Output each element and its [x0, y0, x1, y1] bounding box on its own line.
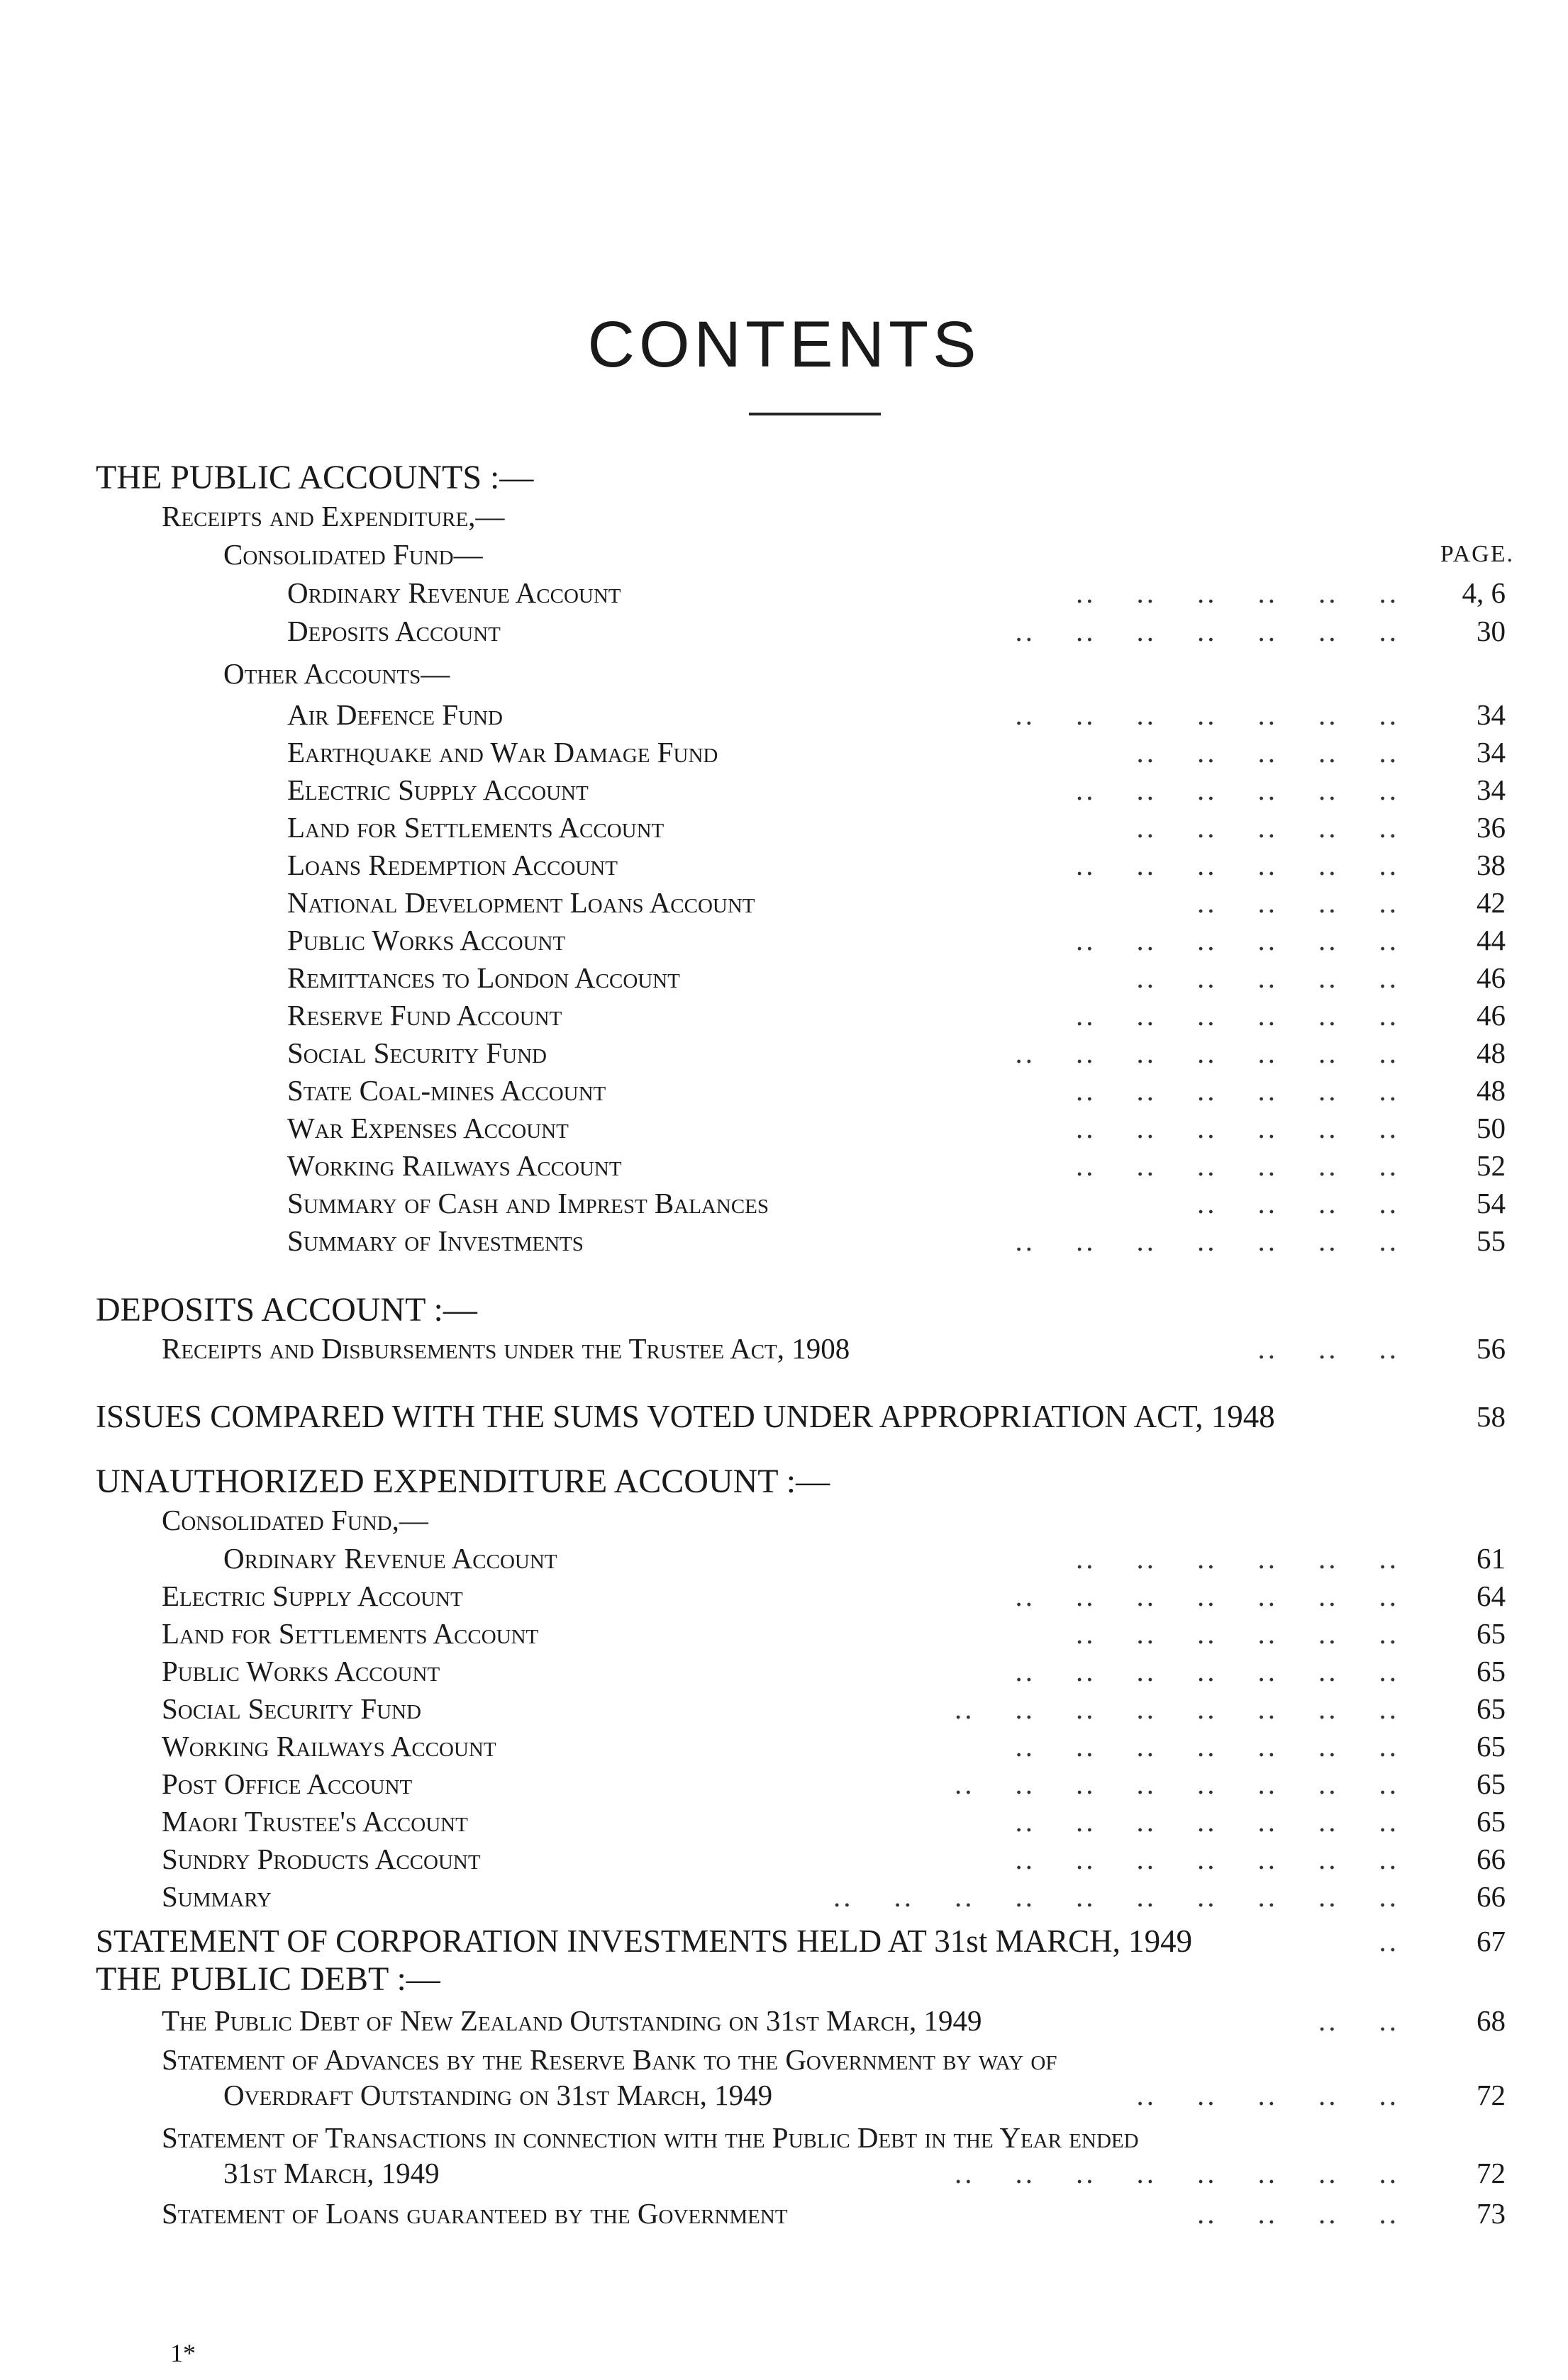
- leader-dots: .. .. .. .. ..: [1136, 811, 1399, 844]
- leader-dots: .. .. .. .. .. .. ..: [1015, 1037, 1399, 1069]
- contents-title: CONTENTS: [587, 308, 981, 381]
- page-number: 36: [1477, 811, 1506, 844]
- page-number: 65: [1477, 1805, 1506, 1838]
- toc-entry[interactable]: Remittances to London Account .. .. .. .. .. 46: [287, 956, 1506, 999]
- page-number: 34: [1477, 736, 1506, 769]
- leader-dots: .. .. .. .. .. .. ..: [1015, 1843, 1399, 1875]
- leader-dots: .. .. .. .. .. ..: [1076, 999, 1399, 1032]
- page-number: 50: [1477, 1112, 1506, 1144]
- toc-entry[interactable]: Post Office Account .. .. .. .. .. .. .. .. 65: [162, 1762, 1506, 1805]
- toc-entry[interactable]: Working Railways Account .. .. .. .. .. .. 52: [287, 1144, 1506, 1187]
- page-number: 34: [1477, 773, 1506, 806]
- toc-entry[interactable]: Social Security Fund .. .. .. .. .. .. .. 48: [287, 1032, 1506, 1074]
- page-number: 44: [1477, 924, 1506, 956]
- toc-entry[interactable]: Air Defence Fund .. .. .. .. .. .. .. 34: [287, 693, 1506, 736]
- toc-entry[interactable]: Statement of Advances by the Reserve Bank to the Government by way of: [162, 2043, 1057, 2076]
- toc-entry[interactable]: Earthquake and War Damage Fund .. .. .. .. .. 34: [287, 731, 1506, 773]
- leader-dots: .. ..: [1318, 2004, 1399, 2037]
- toc-entry[interactable]: Ordinary Revenue Account .. .. .. .. .. .. 61: [223, 1537, 1506, 1580]
- section-heading-deposits-account: DEPOSITS ACCOUNT :—: [96, 1291, 477, 1329]
- toc-entry[interactable]: Summary of Cash and Imprest Balances .. .. .. .. 54: [287, 1182, 1506, 1224]
- page-number: 61: [1477, 1542, 1506, 1575]
- page-number: 42: [1477, 886, 1506, 919]
- leader-dots: .. .. .. .. .. .. ..: [1015, 1730, 1399, 1762]
- toc-entry[interactable]: Maori Trustee's Account .. .. .. .. .. .. .. 65: [162, 1800, 1506, 1843]
- page-number: 48: [1477, 1037, 1506, 1069]
- page-number: 34: [1477, 698, 1506, 731]
- leader-dots: .. .. ..: [1257, 1332, 1399, 1365]
- toc-entry[interactable]: Summary .. .. .. .. .. .. .. .. .. .. 66: [162, 1875, 1506, 1918]
- page-number: 56: [1477, 1332, 1506, 1365]
- toc-entry[interactable]: Reserve Fund Account .. .. .. .. .. .. 46: [287, 994, 1506, 1037]
- subheading-other-accounts: Other Accounts—: [223, 657, 450, 690]
- page-number: 66: [1477, 1880, 1506, 1913]
- toc-entry[interactable]: National Development Loans Account .. .. .. .. 42: [287, 881, 1506, 924]
- leader-dots: .. .. .. .. .. .. ..: [1015, 1580, 1399, 1612]
- leader-dots: .. .. .. .. .. .. ..: [1015, 615, 1399, 647]
- leader-dots: .. .. .. .. .. .. ..: [1015, 1655, 1399, 1687]
- leader-dots: .. .. .. ..: [1197, 1187, 1399, 1219]
- page-number: 46: [1477, 999, 1506, 1032]
- toc-entry[interactable]: War Expenses Account .. .. .. .. .. .. 50: [287, 1107, 1506, 1149]
- leader-dots: .. .. .. .. .. ..: [1076, 1112, 1399, 1144]
- toc-entry[interactable]: Statement of Loans guaranteed by the Government .. .. .. .. 73: [162, 2192, 1506, 2235]
- page-number: 67: [1477, 1925, 1506, 1957]
- leader-dots: .. .. .. .. .. ..: [1076, 849, 1399, 881]
- toc-entry[interactable]: Ordinary Revenue Account .. .. .. .. .. .. 4, 6: [287, 571, 1506, 614]
- toc-entry[interactable]: Social Security Fund .. .. .. .. .. .. .. .. 65: [162, 1687, 1506, 1730]
- leader-dots: .. .. .. .. .. .. .. ..: [955, 1692, 1399, 1725]
- page-number: 55: [1477, 1224, 1506, 1257]
- footer-mark: 1*: [170, 2339, 196, 2367]
- toc-entry[interactable]: Land for Settlements Account .. .. .. .. .. .. 65: [162, 1612, 1506, 1655]
- toc-entry[interactable]: State Coal-mines Account .. .. .. .. .. .. 48: [287, 1069, 1506, 1112]
- page-number: 65: [1477, 1730, 1506, 1762]
- section-heading-unauthorized-expenditure: UNAUTHORIZED EXPENDITURE ACCOUNT :—: [96, 1463, 830, 1500]
- page-number: 65: [1477, 1767, 1506, 1800]
- leader-dots: .. .. .. .. .. ..: [1076, 1074, 1399, 1107]
- leader-dots: .. .. .. .. .. .. .. ..: [955, 1767, 1399, 1800]
- toc-entry[interactable]: Summary of Investments .. .. .. .. .. .. .. 55: [287, 1219, 1506, 1262]
- subheading-consolidated-fund-unauth: Consolidated Fund,—: [162, 1504, 428, 1536]
- toc-entry[interactable]: Electric Supply Account .. .. .. .. .. .. .. 64: [162, 1575, 1506, 1617]
- toc-entry-issues-compared[interactable]: ISSUES COMPARED WITH THE SUMS VOTED UNDER APPROPRIATION ACT, 1948 58: [96, 1395, 1506, 1438]
- toc-entry[interactable]: Public Works Account .. .. .. .. .. .. 44: [287, 919, 1506, 961]
- page-number: 52: [1477, 1149, 1506, 1182]
- section-heading-public-accounts: THE PUBLIC ACCOUNTS :—: [96, 459, 534, 496]
- leader-dots: ..: [1379, 1925, 1399, 1957]
- title-rule: [749, 413, 881, 415]
- subheading-receipts-expenditure: Receipts and Expenditure,—: [162, 500, 505, 532]
- leader-dots: .. .. .. .. .. .. ..: [1015, 1224, 1399, 1257]
- toc-entry-continuation[interactable]: Overdraft Outstanding on 31st March, 1949 .. .. .. .. .. 72: [223, 2074, 1506, 2116]
- page-number: 65: [1477, 1655, 1506, 1687]
- toc-entry[interactable]: Deposits Account .. .. .. .. .. .. .. 30: [287, 610, 1506, 652]
- section-heading-public-debt: THE PUBLIC DEBT :—: [96, 1960, 440, 1998]
- leader-dots: .. .. .. .. .. .. .. ..: [955, 2157, 1399, 2189]
- page-number: 58: [1477, 1400, 1506, 1433]
- leader-dots: .. .. .. .. ..: [1136, 736, 1399, 769]
- page-number: 30: [1477, 615, 1506, 647]
- leader-dots: .. .. .. .. .. ..: [1076, 924, 1399, 956]
- page-number: 54: [1477, 1187, 1506, 1219]
- subheading-consolidated-fund: Consolidated Fund— PAGE.: [223, 533, 1506, 576]
- page-number: 68: [1477, 2004, 1506, 2037]
- leader-dots: .. .. .. .. .. ..: [1076, 576, 1399, 609]
- page-number: 73: [1477, 2197, 1506, 2230]
- leader-dots: .. .. .. ..: [1197, 2197, 1399, 2230]
- page-number: 64: [1477, 1580, 1506, 1612]
- page-number: 38: [1477, 849, 1506, 881]
- leader-dots: .. .. .. .. ..: [1136, 961, 1399, 994]
- page-number: 65: [1477, 1692, 1506, 1725]
- toc-entry[interactable]: Receipts and Disbursements under the Trustee Act, 1908 .. .. .. 56: [162, 1327, 1506, 1370]
- leader-dots: .. .. .. .. .. ..: [1076, 1149, 1399, 1182]
- leader-dots: .. .. .. .. .. .. ..: [1015, 698, 1399, 731]
- page-number: 46: [1477, 961, 1506, 994]
- leader-dots: .. .. .. .. .. ..: [1076, 773, 1399, 806]
- toc-entry[interactable]: Statement of Transactions in connection with the Public Debt in the Year ended: [162, 2121, 1139, 2154]
- toc-entry-corporation-investments[interactable]: STATEMENT OF CORPORATION INVESTMENTS HELD AT 31st MARCH, 1949 .. 67: [96, 1920, 1506, 1962]
- toc-entry[interactable]: Working Railways Account .. .. .. .. .. .. .. 65: [162, 1725, 1506, 1767]
- toc-entry[interactable]: Land for Settlements Account .. .. .. .. .. 36: [287, 806, 1506, 849]
- toc-entry[interactable]: Sundry Products Account .. .. .. .. .. .. .. 66: [162, 1838, 1506, 1880]
- toc-entry[interactable]: Loans Redemption Account .. .. .. .. .. .. 38: [287, 844, 1506, 886]
- page-number: 66: [1477, 1843, 1506, 1875]
- leader-dots: .. .. .. .. ..: [1136, 2079, 1399, 2111]
- leader-dots: .. .. .. .. .. ..: [1076, 1542, 1399, 1575]
- toc-entry-continuation[interactable]: 31st March, 1949 .. .. .. .. .. .. .. .. 72: [223, 2152, 1506, 2194]
- page-number: 65: [1477, 1617, 1506, 1650]
- toc-entry[interactable]: The Public Debt of New Zealand Outstanding on 31st March, 1949 .. .. 68: [162, 1999, 1506, 2042]
- leader-dots: .. .. .. .. .. .. ..: [1015, 1805, 1399, 1838]
- toc-entry[interactable]: Electric Supply Account .. .. .. .. .. .. 34: [287, 769, 1506, 811]
- page-number: 72: [1477, 2157, 1506, 2189]
- page-number: 72: [1477, 2079, 1506, 2111]
- page-number: 48: [1477, 1074, 1506, 1107]
- toc-entry[interactable]: Public Works Account .. .. .. .. .. .. .. 65: [162, 1650, 1506, 1692]
- leader-dots: .. .. .. .. .. ..: [1076, 1617, 1399, 1650]
- leader-dots: .. .. .. .. .. .. .. .. .. ..: [833, 1880, 1399, 1913]
- page-number: 4, 6: [1462, 576, 1506, 609]
- leader-dots: .. .. .. ..: [1197, 886, 1399, 919]
- page-column-label: PAGE.: [1440, 541, 1514, 567]
